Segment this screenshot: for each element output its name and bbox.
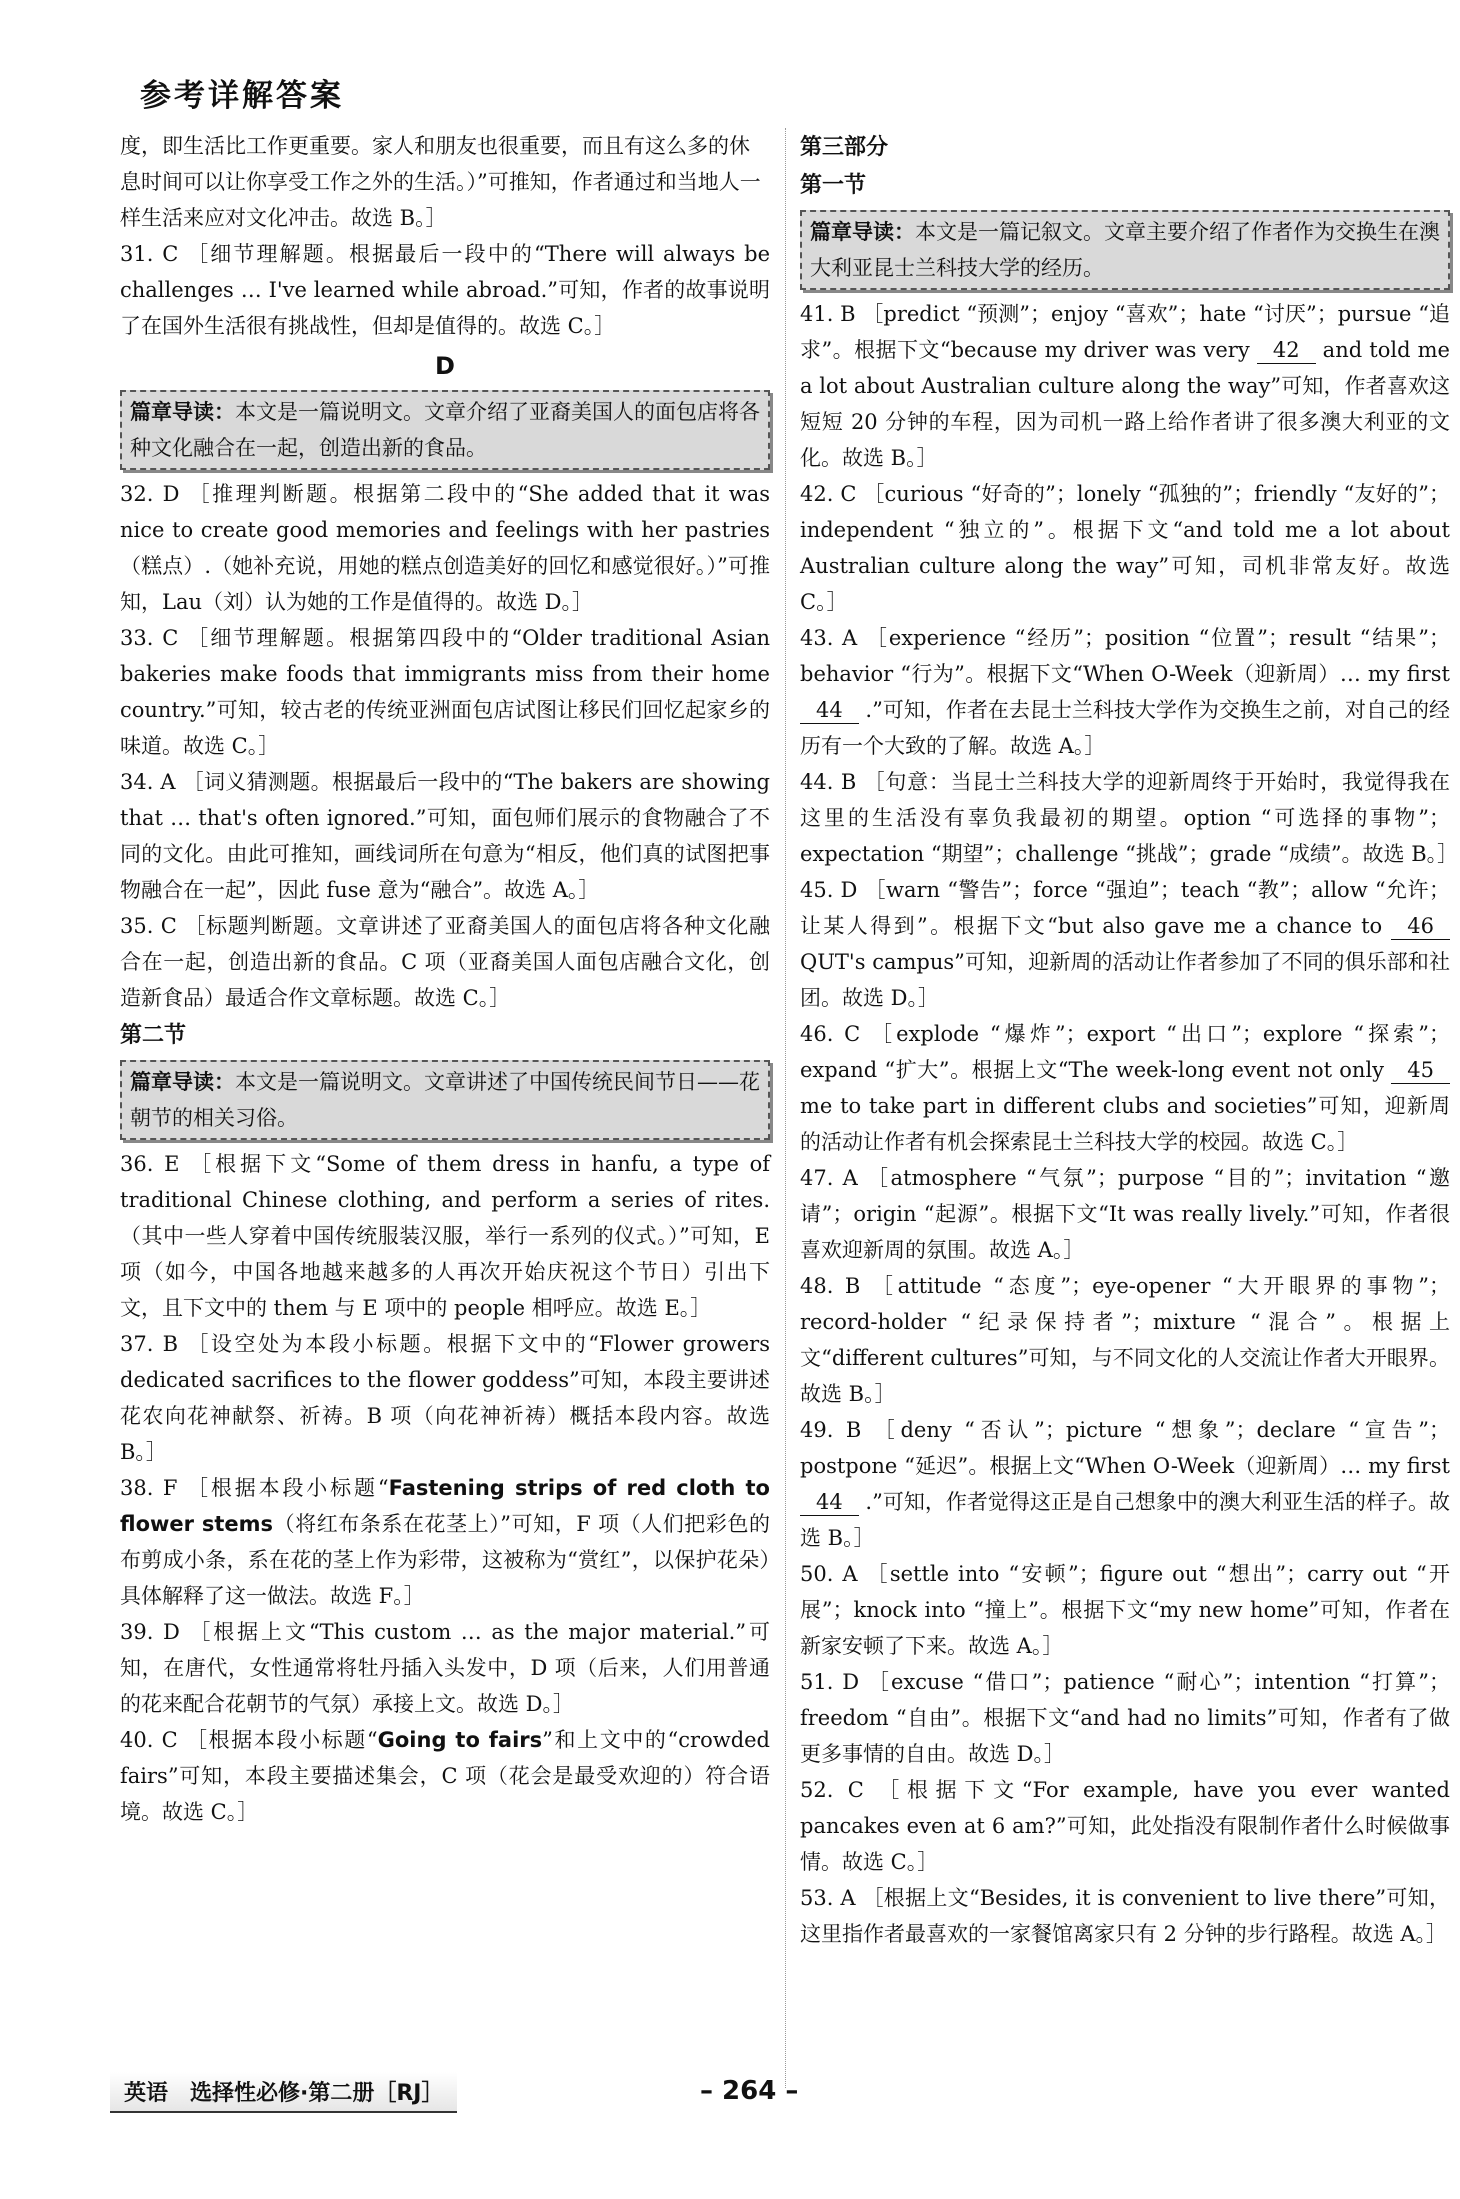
answer-41-post: and told me a lot about Australian culture along the way”可知，作者喜欢这短短 20 分钟的车程，因为司机一路上给作者讲了很多澳大利亚的文化。故选 B。］: [800, 338, 1450, 470]
blank-number: 44: [800, 697, 859, 724]
footer-book-title: 英语 选择性必修·第二册［RJ］: [110, 2072, 457, 2113]
answer-31: 31. C ［细节理解题。根据最后一段中的“There will always be challenges … I've learned while abroad.”可知，作者的故事说明了在国外生活很有挑战性，但却是值得的。故选 C。］: [120, 242, 770, 338]
answer-52: 52. C ［根据下文“For example, have you ever wanted pancakes even at 6 am?”可知，此处指没有限制作者什么时候做事情。故选 C。］: [800, 1778, 1450, 1874]
answer-46: [800, 1016, 1450, 1160]
answer-45: [800, 872, 1450, 1016]
answer-43: [800, 620, 1450, 764]
page-number: – 264 –: [700, 2076, 799, 2106]
answer-35: 35. C ［标题判断题。文章讲述了亚裔美国人的面包店将各种文化融合在一起，创造出新的食品。C 项（亚裔美国人面包店融合文化，创造新食品）最适合作文章标题。故选 C。］: [120, 914, 770, 1010]
section-2-heading: 第二节: [120, 1023, 187, 1048]
answer-43-post: .”可知，作者在去昆士兰科技大学作为交换生之前，对自己的经历有一个大致的了解。故选 A。］: [800, 698, 1450, 758]
answer-50: 50. A ［settle into “安顿”；figure out “想出”；carry out “开展”；knock into “撞上”。根据下文“my new home”可知，作者在新家安顿了下来。故选 A。］: [800, 1562, 1450, 1658]
blank-number: 45: [1391, 1057, 1450, 1084]
answer-36: 36. E ［根据下文“Some of them dress in hanfu, a type of traditional Chinese clothing, and perform a series of rites.（其中一些人穿着中国传统服装汉服，举行一系列的仪式。）”可知，E 项（如今，中国各地越来越多的人再次开始庆祝这个节日）引出下文，且下文中的 them 与 E 项中的 people 相呼应。故选 E。］: [120, 1152, 770, 1320]
blank-number: 46: [1391, 913, 1450, 940]
guide-label: 篇章导读：: [130, 400, 235, 424]
right-column: [800, 128, 1459, 1952]
left-column: [120, 128, 770, 1830]
answer-40-subheading: Going to fairs: [377, 1728, 543, 1752]
guide-text: 本文是一篇说明文。文章介绍了亚裔美国人的面包店将各种文化融合在一起，创造出新的食品。: [130, 400, 760, 460]
column-divider: [785, 128, 786, 2088]
answer-43-pre: 43. A ［experience “经历”；position “位置”；result “结果”；behavior “行为”。根据下文“When O-Week（迎新周）… my first: [800, 626, 1450, 686]
answer-49-pre: 49. B ［deny “否认”；picture “想象”；declare “宣告”；postpone “延迟”。根据上文“When O-Week（迎新周）… my first: [800, 1418, 1450, 1478]
answer-53: 53. A ［根据上文“Besides, it is convenient to live there”可知，这里指作者最喜欢的一家餐馆离家只有 2 分钟的步行路程。故选 A。］: [800, 1886, 1450, 1946]
answer-33: 33. C ［细节理解题。根据第四段中的“Older traditional Asian bakeries make foods that immigrants miss from their home country.”可知，较古老的传统亚洲面包店试图让移民们回忆起家乡的味道。故选 C。］: [120, 626, 770, 758]
answer-42: 42. C ［curious “好奇的”；lonely “孤独的”；friendly “友好的”；independent “独立的”。根据下文“and told me a lot about Australian culture along the way”可知，司机非常友好。故选 C。］: [800, 482, 1450, 614]
answer-32: 32. D ［推理判断题。根据第二段中的“She added that it was nice to create good memories and feelings with her pastries（糕点）.（她补充说，用她的糕点创造美好的回忆和感觉很好。）”可推知，Lau（刘）认为她的工作是值得的。故选 D。］: [120, 482, 770, 614]
answer-38: [120, 1470, 770, 1614]
answer-38-pre: 38. F ［根据本段小标题“: [120, 1476, 389, 1500]
answer-45-post: QUT's campus”可知，迎新周的活动让作者参加了不同的俱乐部和社团。故选 D。］: [800, 950, 1450, 1010]
answer-39: 39. D ［根据上文“This custom … as the major material.”可知，在唐代，女性通常将牡丹插入头发中，D 项（后来，人们用普通的花来配合花朝节的气氛）承接上文。故选 D。］: [120, 1620, 770, 1716]
answer-41: [800, 296, 1450, 476]
answer-40: [120, 1722, 770, 1830]
answer-51: 51. D ［excuse “借口”；patience “耐心”；intention “打算”；freedom “自由”。根据下文“and had no limits”可知，作者有了做更多事情的自由。故选 D。］: [800, 1670, 1450, 1766]
section-d-heading: D: [435, 352, 455, 380]
answer-48: 48. B ［attitude “态度”；eye-opener “大开眼界的事物”；record-holder “纪录保持者”；mixture “混合”。根据上文“different cultures”可知，与不同文化的人交流让作者大开眼界。故选 B。］: [800, 1274, 1450, 1406]
passage-guide-2: [120, 1060, 770, 1140]
answer-38-post: （将红布条系在花茎上）”可知，F 项（人们把彩色的布剪成小条，系在花的茎上作为彩带，这被称为“赏红”，以保护花朵）具体解释了这一做法。故选 F。］: [120, 1512, 770, 1608]
answer-46-pre: 46. C ［explode “爆炸”；export “出口”；explore “探索”；expand “扩大”。根据上文“The week-long event not only: [800, 1022, 1450, 1082]
passage-guide-3: [800, 210, 1450, 290]
answer-34: 34. A ［词义猜测题。根据最后一段中的“The bakers are showing that … that's often ignored.”可知，面包师们展示的食物融合了不同的文化。由此可推知，画线词所在句意为“相反，他们真的试图把事物融合在一起”，因此 fuse 意为“融合”。故选 A。］: [120, 770, 770, 902]
answer-38-subheading: Fastening strips of red cloth to flower stems: [120, 1476, 770, 1536]
answer-41-pre: 41. B ［predict “预测”；enjoy “喜欢”；hate “讨厌”；pursue “追求”。根据下文“because my driver was very: [800, 302, 1450, 362]
answer-40-post: ”和上文中的“crowded fairs”可知，本段主要描述集会，C 项（花会是最受欢迎的）符合语境。故选 C。］: [120, 1728, 771, 1824]
answer-37: 37. B ［设空处为本段小标题。根据下文中的“Flower growers dedicated sacrifices to the flower goddess”可知，本段主要讲述花农向花神献祭、祈祷。B 项（向花神祈祷）概括本段内容。故选 B。］: [120, 1332, 770, 1464]
guide-label: 篇章导读：: [810, 220, 915, 244]
guide-label: 篇章导读：: [130, 1070, 235, 1094]
continued-answer-text: 度，即生活比工作更重要。家人和朋友也很重要，而且有这么多的休息时间可以让你享受工作之外的生活。）”可推知，作者通过和当地人一样生活来应对文化冲击。故选 B。］: [120, 134, 761, 230]
answer-47: 47. A ［atmosphere “气氛”；purpose “目的”；invitation “邀请”；origin “起源”。根据下文“It was really lively.”可知，作者很喜欢迎新周的氛围。故选 A。］: [800, 1166, 1450, 1262]
page-header-title: 参考详解答案: [140, 78, 344, 114]
answer-49: [800, 1412, 1450, 1556]
part-3-heading: 第三部分: [800, 135, 889, 160]
answer-44: 44. B ［句意：当昆士兰科技大学的迎新周终于开始时，我觉得我在这里的生活没有辜负我最初的期望。option “可选择的事物”；expectation “期望”；challenge “挑战”；grade “成绩”。故选 B。］: [800, 770, 1459, 866]
blank-number: 44: [800, 1489, 859, 1516]
passage-guide-d: [120, 390, 770, 470]
section-1-heading: 第一节: [800, 173, 867, 198]
answer-46-post: me to take part in different clubs and societies”可知，迎新周的活动让作者有机会探索昆士兰科技大学的校园。故选 C。］: [800, 1094, 1450, 1154]
answer-40-pre: 40. C ［根据本段小标题“: [120, 1728, 378, 1752]
answer-49-post: .”可知，作者觉得这正是自己想象中的澳大利亚生活的样子。故选 B。］: [800, 1490, 1450, 1550]
blank-number: 42: [1257, 337, 1316, 364]
guide-text: 本文是一篇说明文。文章讲述了中国传统民间节日——花朝节的相关习俗。: [130, 1070, 760, 1130]
answer-45-pre: 45. D ［warn “警告”；force “强迫”；teach “教”；allow “允许；让某人得到”。根据下文“but also gave me a chance to: [800, 878, 1450, 938]
guide-text: 本文是一篇记叙文。文章主要介绍了作者作为交换生在澳大利亚昆士兰科技大学的经历。: [810, 220, 1440, 280]
